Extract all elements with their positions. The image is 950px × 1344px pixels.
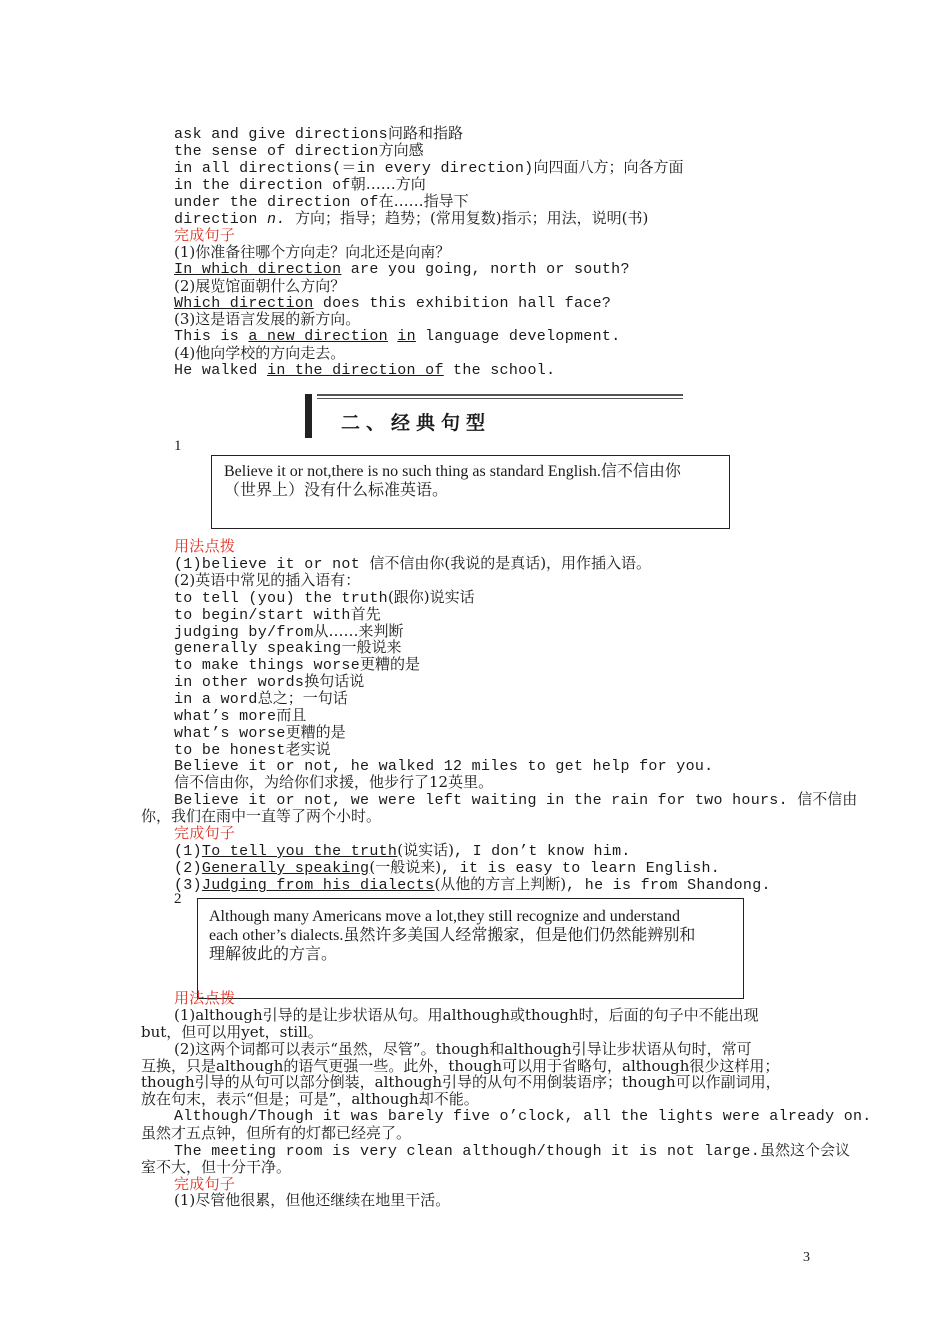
item-number: 2 xyxy=(174,891,182,907)
key-sentence-line: （世界上）没有什么标准英语。 xyxy=(224,482,449,499)
example-en: The meeting room is very clean although/though it is not large.虽然这个会议 xyxy=(174,1141,851,1160)
item-number: 1 xyxy=(174,438,182,454)
section-label: 完成句子 xyxy=(174,1175,236,1193)
exercise-answer: This is a new direction in language development. xyxy=(174,328,621,345)
banner-rule xyxy=(317,398,683,399)
phrase-line: under the direction of在……指导下 xyxy=(174,192,469,211)
phrase-line: in the direction of朝……方向 xyxy=(174,175,426,194)
note-line: 互换，只是although的语气更强一些。此外，though可以用于省略句，although很少这样用； xyxy=(141,1057,780,1075)
note-line: in a word总之；一句话 xyxy=(174,689,348,708)
banner-rule xyxy=(317,394,683,396)
example-en: Believe it or not, he walked 12 miles to get help for you. xyxy=(174,758,714,775)
section-banner xyxy=(305,394,683,438)
note-line: in other words换句话说 xyxy=(174,672,365,691)
key-sentence-line: Although many Americans move a lot,they still recognize and understand xyxy=(209,908,680,925)
key-sentence-line: 理解彼此的方言。 xyxy=(209,946,338,963)
example-en: Although/Though it was barely five o’clock, all the lights were already on. xyxy=(174,1108,872,1125)
phrase-line: ask and give directions问路和指路 xyxy=(174,124,463,143)
note-line: (1)although引导的是让步状语从句。用although或though时，后面的句子中不能出现 xyxy=(174,1006,759,1024)
exercise-answer: (3)Judging from his dialects(从他的方言上判断), he is from Shandong. xyxy=(174,875,771,894)
exercise-prompt: (3)这是语言发展的新方向。 xyxy=(174,310,361,328)
exercise-answer: Which direction does this exhibition hall face? xyxy=(174,295,612,312)
example-zh: 室不大，但十分干净。 xyxy=(141,1158,292,1176)
exercise-prompt: (1)你准备往哪个方向走？向北还是向南？ xyxy=(174,243,451,261)
note-line: to begin/start with首先 xyxy=(174,605,381,624)
note-line: to tell (you) the truth(跟你)说实话 xyxy=(174,588,475,607)
section-label: 完成句子 xyxy=(174,824,236,842)
exercise-prompt: (2)展览馆面朝什么方向？ xyxy=(174,277,346,295)
note-line: (2)英语中常见的插入语有： xyxy=(174,571,361,589)
page-number: 3 xyxy=(803,1250,810,1265)
note-line: (2)这两个词都可以表示“虽然，尽管”。though和although引导让步状语从句时，常可 xyxy=(174,1040,752,1058)
key-sentence-line: each other’s dialects.虽然许多美国人经常搬家，但是他们仍然能辨别和 xyxy=(209,927,696,944)
key-sentence-box xyxy=(211,455,730,529)
note-line: generally speaking一般说来 xyxy=(174,638,402,657)
section-label: 完成句子 xyxy=(174,226,236,244)
exercise-answer: (2)Generally speaking(一般说来), it is easy to learn English. xyxy=(174,858,721,877)
note-line: but，但可以用yet，still。 xyxy=(141,1023,323,1041)
phrase-line: the sense of direction方向感 xyxy=(174,141,424,160)
note-line: to make things worse更糟的是 xyxy=(174,655,421,674)
exercise-prompt: (1)尽管他很累，但他还继续在地里干活。 xyxy=(174,1191,451,1209)
exercise-prompt: (4)他向学校的方向走去。 xyxy=(174,344,346,362)
example-zh: 虽然才五点钟，但所有的灯都已经亮了。 xyxy=(141,1124,412,1142)
example-zh: 信不信由你，为给你们求援，他步行了12英里。 xyxy=(174,773,494,791)
key-sentence-line: Believe it or not,there is no such thing as standard English.信不信由你 xyxy=(224,463,681,480)
exercise-answer: (1)To tell you the truth(说实话), I don’t know him. xyxy=(174,841,631,860)
note-line: what’s more而且 xyxy=(174,706,307,725)
note-line: judging by/from从……来判断 xyxy=(174,622,404,641)
usage-label: 用法点拨 xyxy=(174,989,236,1007)
phrase-line: in all directions(＝in every direction)向四面八方；向各方面 xyxy=(174,158,684,177)
usage-label: 用法点拨 xyxy=(174,537,236,555)
exercise-answer: He walked in the direction of the school. xyxy=(174,362,556,379)
section-title: 二、经典句型 xyxy=(341,412,492,434)
note-line: (1)believe it or not 信不信由你(我说的是真话)，用作插入语。 xyxy=(174,554,652,573)
example-en: Believe it or not, we were left waiting in the rain for two hours. 信不信由 xyxy=(174,790,858,809)
example-zh: 你，我们在雨中一直等了两个小时。 xyxy=(141,807,382,825)
note-line: 放在句末，表示“但是；可是”，although却不能。 xyxy=(141,1090,479,1108)
key-sentence-box xyxy=(197,898,744,999)
banner-bar xyxy=(305,394,312,438)
definition-line: direction n. 方向；指导；趋势；(常用复数)指示；用法，说明(书) xyxy=(174,209,649,228)
note-line: what’s worse更糟的是 xyxy=(174,723,346,742)
note-line: though引导的从句可以部分倒装，although引导的从句不用倒装语序；though可以作副词用， xyxy=(141,1073,781,1091)
exercise-answer: In which direction are you going, north or south? xyxy=(174,261,630,278)
note-line: to be honest老实说 xyxy=(174,740,331,759)
